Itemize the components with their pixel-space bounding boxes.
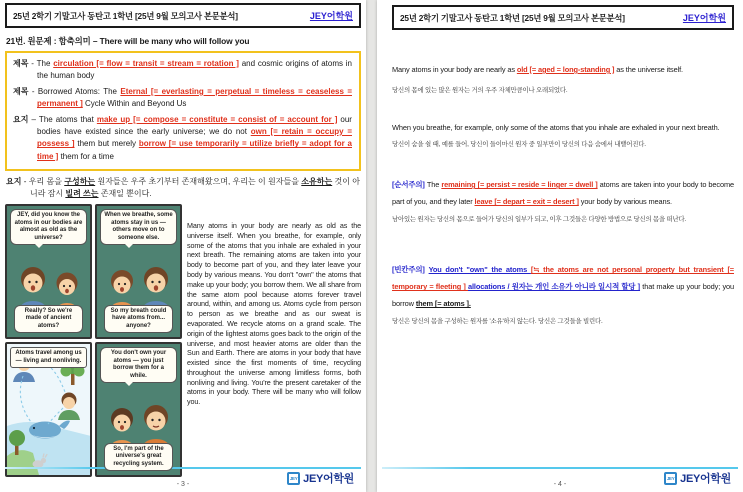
comic-strip — [5, 204, 182, 477]
analysis-paragraph-ko: 당신의 몸에 있는 많은 원자는 거의 우주 자체만큼이나 오래되었다. — [392, 87, 568, 95]
page-number: - 3 - — [176, 481, 190, 488]
analysis-paragraph-en: [순서주의] The remaining [= persist = reside = linger = dwell ] atoms are taken into your body to become part of you, and they later leave [= depart = exit = desert ] your body by various means. — [392, 180, 734, 207]
footer-divider — [5, 467, 361, 469]
page-number: - 4 - — [553, 481, 567, 488]
speech-bubble: JEY, did you know the atoms in our bodies are almost as old as the universe? — [10, 209, 87, 245]
document-page-3 — [0, 0, 366, 492]
speech-bubble: When we breathe, some atoms stay in us — others move on to someone else. — [100, 209, 177, 245]
comic-panel-1 — [5, 204, 92, 339]
korean-summary: 요지 - 우리 몸을 구성하는 원자들은 우주 초기부터 존재해왔으며, 우리는 이 원자들을 소유하는 것이 아니라 잠시 빌려 쓰는 존재일 뿐이다. — [6, 177, 360, 199]
question-heading: 21번. 원문제 : 함축의미 – There will be many who will follow you — [6, 36, 250, 46]
footer-divider — [382, 467, 738, 469]
comic-panel-3 — [5, 342, 92, 477]
speech-bubble: You don't own your atoms — you just borrow them for a while. — [100, 347, 177, 383]
header-title: 25년 2학기 기말고사 동탄고 1학년 [25년 9월 모의고사 본문분석] — [400, 12, 625, 23]
passage-text: Many atoms in your body are nearly as old as the universe itself. When you breathe, for example, only some of the atoms that you inhale are exhaled in your next breath. The remaining atoms are taken into your body to become part of you, and they later leave your body by various means. You don't "own" the atoms that make up your body; you borrow them. We all share from the same atom pool because atoms forever travel around, within, and among us. Atoms cycle from person to person as we breathe and as our sweat is evaporated. We recycle atoms on a grand scale. The origin of the lightest atoms goes back to the origin of the universe, and most heavier atoms are older than the Sun and Earth. There are atoms in your body that have existed since the first moments of time, recycling throughout the universe among limitless forms, both nonliving and living. You're the present caretaker of the atoms in your body. There will be many who will follow you. — [187, 221, 361, 407]
footer-logo — [287, 470, 354, 486]
footer-logo-label: JEY어학원 — [680, 473, 731, 485]
book-icon: JEY — [664, 472, 677, 485]
page-header — [5, 3, 361, 28]
header-logo: JEY어학원 — [309, 11, 353, 21]
panel-caption: Atoms travel among us — living and nonliving. — [10, 347, 87, 368]
summary-paragraph-gist: 요지 – The atoms that make up [= compose = constitute = consist of = account for ] our bodies have existed since the early universe; we do not own [= retain = occupy = possess ] them but merely borrow [= use temporarily = utilize briefly = adopt for a time ] them for a time — [13, 114, 352, 161]
footer-logo-label: JEY어학원 — [303, 473, 354, 485]
header-title: 25년 2학기 기말고사 동탄고 1학년 [25년 9월 모의고사 본문분석] — [13, 10, 238, 21]
summary-paragraph-title1: 제목 - The circulation [= flow = transit = stream = rotation ] and cosmic origins of atoms in the human body — [13, 59, 352, 81]
comic-panel-4 — [95, 342, 182, 477]
document-page-4 — [377, 0, 743, 492]
book-icon: JEY — [287, 472, 300, 485]
summary-paragraph-title2: 제목 - Borrowed Atoms: The Eternal [= everlasting = perpetual = timeless = ceaseless = permanent ] Cycle Within and Beyond Us — [13, 86, 352, 109]
summary-box — [5, 51, 361, 171]
speech-bubble: So, I'm part of the universe's great recycling system. — [104, 443, 173, 472]
footer-logo — [664, 470, 731, 486]
speech-bubble: Really? So we're made of ancient atoms? — [14, 305, 83, 334]
analysis-paragraph-ko: 남아있는 원자는 당신의 몸으로 들어가 당신의 일부가 되고, 이후 그것들은 다양한 방법으로 당신의 몸을 떠난다. — [392, 216, 687, 224]
page-header — [392, 5, 734, 30]
content-row — [5, 204, 361, 477]
comic-panel-2 — [95, 204, 182, 339]
analysis-paragraph-ko: 당신은 당신의 몸을 구성하는 원자를 '소유'하지 않는다. 당신은 그것들을 빌린다. — [392, 318, 603, 326]
header-logo: JEY어학원 — [682, 13, 726, 23]
analysis-paragraph-en: When you breathe, for example, only some of the atoms that you inhale are exhaled in your next breath. — [392, 123, 720, 133]
analysis-paragraph-en: Many atoms in your body are nearly as old [= aged = long-standing ] as the universe itself. — [392, 65, 683, 74]
analysis-paragraph-en: [빈칸주의] You don't "own" the atoms [≒ the atoms are not personal property but transient [= temporary = fleeting ] allocations / 원자는 개인 소유가 아니라 일시적 할당 ] that make up your body; you borrow them [= atoms ]. — [392, 265, 734, 309]
analysis-paragraph-ko: 당신이 숨을 쉴 때, 예를 들어, 당신이 들이마신 원자 중 일부만이 당신의 다음 숨에서 내뱉어진다. — [392, 141, 646, 149]
speech-bubble: So my breath could have atoms from... anyone? — [104, 305, 173, 334]
